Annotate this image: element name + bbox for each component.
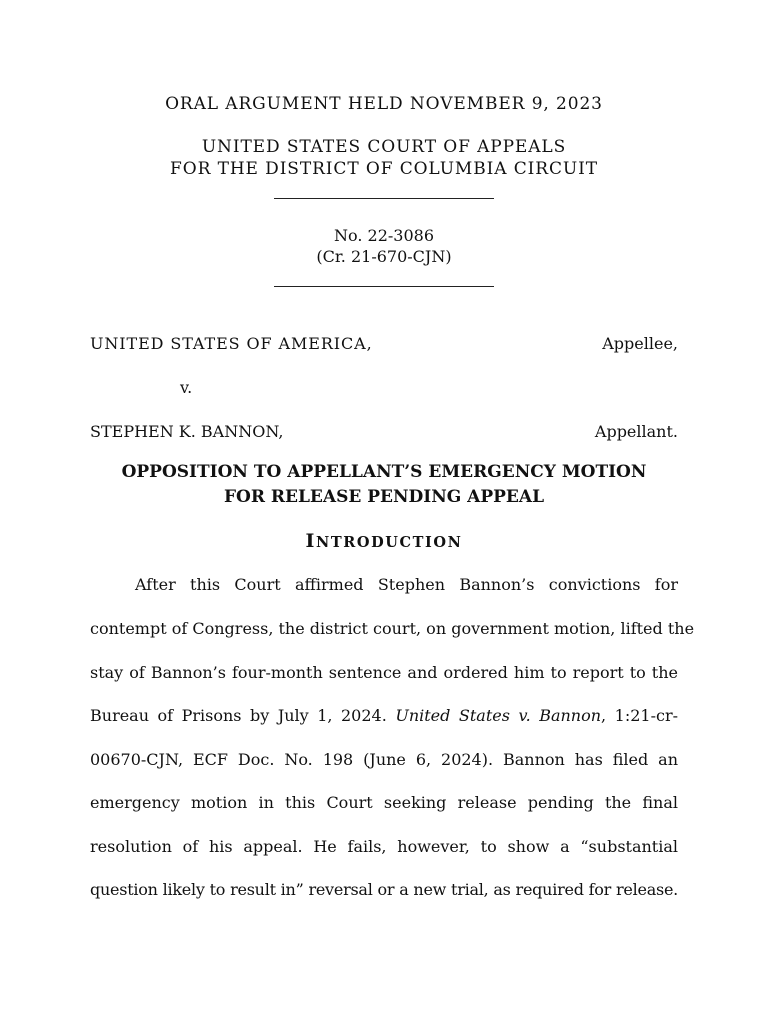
appellant-name: STEPHEN K. BANNON, [90,422,284,441]
header-rule-top [274,198,494,199]
case-citation-italic: United States v. Bannon [395,706,602,725]
section-heading-initial: I [305,530,316,552]
paragraph-line-7: resolution of his appeal. He fails, however, to show a “substantial [90,837,678,856]
lower-court-number: (Cr. 21-670-CJN) [316,247,452,266]
versus: v. [180,378,193,397]
court-name-line-1: UNITED STATES COURT OF APPEALS [201,137,567,157]
document-title-line-2: FOR RELEASE PENDING APPEAL [223,487,545,507]
appellee-role: Appellee, [602,334,678,353]
paragraph-line-5: 00670-CJN, ECF Doc. No. 198 (June 6, 2024). Bannon has filed an [90,750,678,769]
paragraph-line-1: After this Court affirmed Stephen Bannon’s convictions for [135,575,678,594]
header-rule-bottom [274,286,494,287]
paragraph-line-2: contempt of Congress, the district court, on government motion, lifted the [90,619,695,638]
appellee-name: UNITED STATES OF AMERICA, [90,334,373,353]
oral-argument-line: ORAL ARGUMENT HELD NOVEMBER 9, 2023 [165,94,603,114]
court-name-line-2: FOR THE DISTRICT OF COLUMBIA CIRCUIT [170,159,598,179]
paragraph-line-4 [90,706,678,726]
paragraph-line-3: stay of Bannon’s four-month sentence and ordered him to report to the [90,663,678,682]
document-title-line-1: OPPOSITION TO APPELLANT’S EMERGENCY MOTION [121,462,647,482]
section-heading-rest: NTRODUCTION [315,534,463,551]
paragraph-line-4-end: , 1:21-cr- [601,706,679,725]
section-heading [0,530,768,552]
paragraph-line-4-start: Bureau of Prisons by July 1, 2024. [90,706,387,725]
paragraph-line-8: question likely to result in” reversal or a new trial, as required for release. [90,880,678,899]
appellant-role: Appellant. [594,422,678,441]
paragraph-line-6: emergency motion in this Court seeking release pending the final [90,793,678,812]
case-number: No. 22-3086 [333,226,434,245]
